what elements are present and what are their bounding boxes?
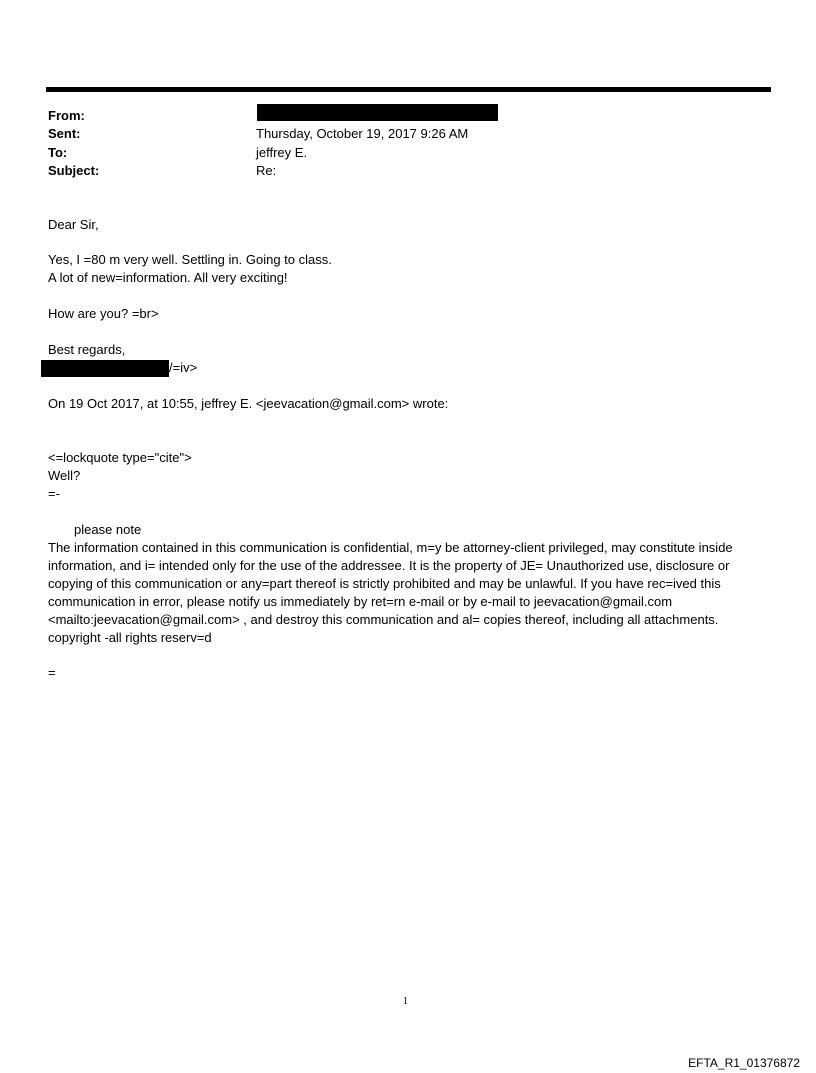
signature-suffix: /=iv>	[169, 360, 198, 375]
header-rule	[46, 87, 771, 92]
to-label: To:	[48, 145, 68, 160]
quoted-message: Well?	[48, 468, 81, 483]
body-line-3: How are you? =br>	[48, 306, 159, 321]
greeting: Dear Sir,	[48, 217, 99, 232]
eq-end: =	[48, 665, 56, 680]
blockquote-tag: <=lockquote type="cite">	[48, 450, 192, 465]
quote-intro: On 19 Oct 2017, at 10:55, jeffrey E. <jeevacation@gmail.com> wrote:	[48, 396, 449, 411]
sent-label: Sent:	[48, 126, 81, 141]
please-note: please note	[74, 522, 142, 537]
body-line-2: A lot of new=information. All very exciting!	[48, 270, 288, 285]
subject-label: Subject:	[48, 163, 100, 178]
body-line-1: Yes, I =80 m very well. Settling in. Going to class.	[48, 252, 332, 267]
signature-redaction	[41, 360, 169, 377]
eq-dash: =-	[48, 486, 60, 501]
disclaimer: The information contained in this communication is confidential, m=y be attorney-client privileged, may constitute inside information, and i= intended only for the use of the addressee. It is the property of JE= Unauthorized use, disclosure or copying of this communication or any=part thereof is strictly prohibited and may be unlawful. If you have rec=ived this communication in error, please notify us immediately by ret=rn e-mail or by e-mail to jeevacation@gmail.com <mailto:jeevacation@gmail.com> , and destroy this communication and al= copies thereof, including all attachments. copyright -all rights reserv=d	[48, 540, 733, 645]
from-redaction	[257, 104, 498, 121]
subject-value: Re:	[256, 163, 277, 178]
document-id: EFTA_R1_01376872	[688, 1056, 800, 1070]
page-number: 1	[403, 996, 408, 1007]
sent-value: Thursday, October 19, 2017 9:26 AM	[256, 126, 469, 141]
to-value: jeffrey E.	[256, 145, 308, 160]
from-label: From:	[48, 108, 85, 123]
closing: Best regards,	[48, 342, 126, 357]
